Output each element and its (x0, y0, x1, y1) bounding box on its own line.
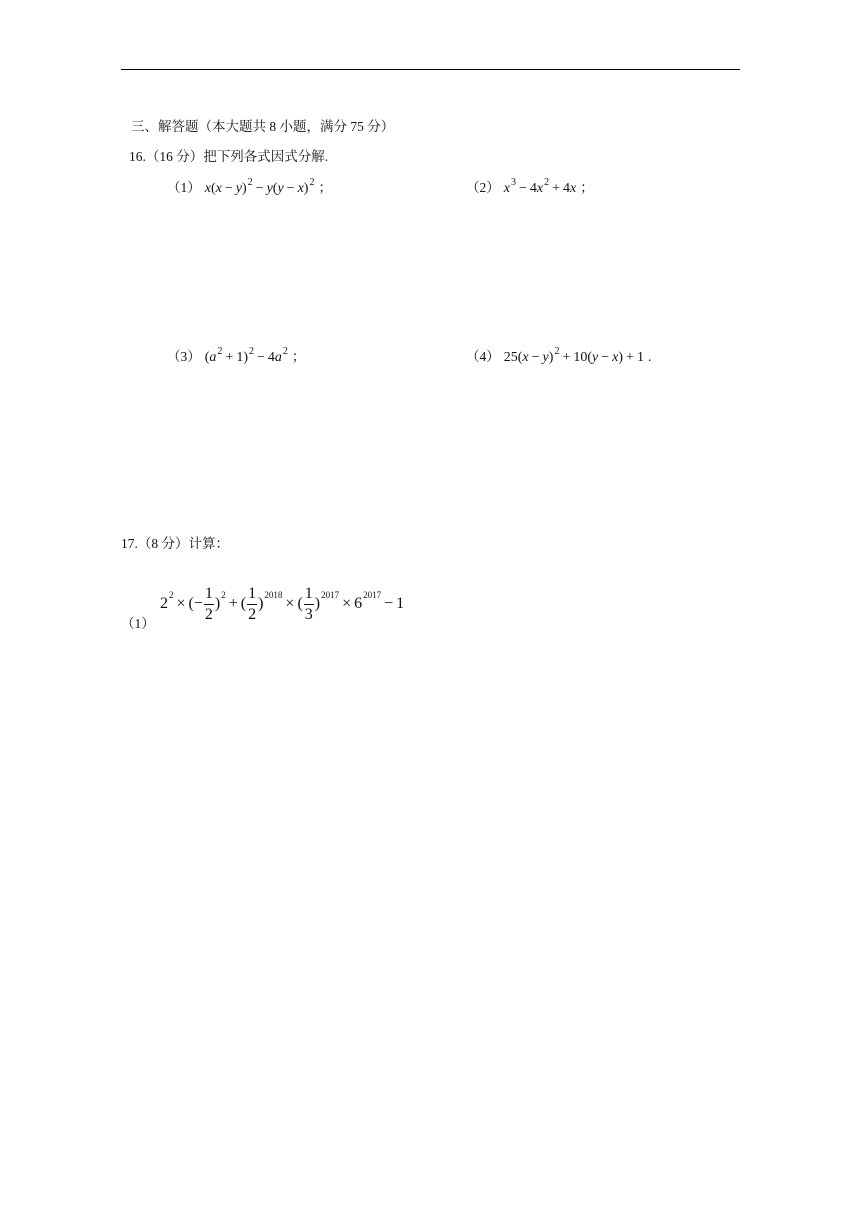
q16-part-3-expression: $(a^2 + 1)^2 - 4a^2$ (204, 346, 288, 365)
q16-part-1-expression: $x(x - y)^2 - y(y - x)^2$ (204, 177, 315, 196)
q16-part-3-end: ； (291, 349, 306, 364)
section-heading: 三、解答题（本大题共 8 小题，满分 75 分） (131, 119, 395, 134)
q16-part-1-end: ； (318, 180, 332, 195)
q16-part-4 (466, 345, 651, 366)
header-rule (121, 69, 740, 70)
question-17-title: 17.（8 分）计算： (121, 536, 229, 551)
q16-part-4-end: . (647, 349, 652, 364)
q17-part-1-label: （1） (121, 616, 155, 631)
q16-part-4-expression: $25(x - y)^2 + 10(y - x) + 1$ (503, 346, 644, 365)
fraction-one-half: $\frac{1}{2}$ (248, 585, 257, 623)
q16-part-3-label: （3） (167, 349, 201, 364)
fraction-one-third: $\frac{1}{3}$ (304, 585, 313, 623)
q16-part-3 (167, 345, 305, 366)
q16-part-2-expression: $x^3 - 4x^2 + 4x$ (503, 177, 577, 196)
q16-part-2-label: （2） (466, 180, 500, 195)
question-16-title: 16.（16 分）把下列各式因式分解. (129, 149, 329, 164)
q16-part-2 (466, 176, 594, 197)
q16-part-4-label: （4） (466, 349, 500, 364)
q16-part-1 (167, 176, 332, 197)
fraction-one-half: $\frac{1}{2}$ (204, 585, 213, 623)
q17-part-1-expression: $2^2$ × (− $\frac{1}{2}$ )$^2$ + ( $\frac{1}{2}$ )$^{2018}$ × ( $\frac{1}{3}$ )$^{2017} \times 6^{2017} - 1$ (160, 585, 405, 623)
q16-part-1-label: （1） (167, 180, 201, 195)
q16-part-2-end: ； (580, 180, 594, 195)
